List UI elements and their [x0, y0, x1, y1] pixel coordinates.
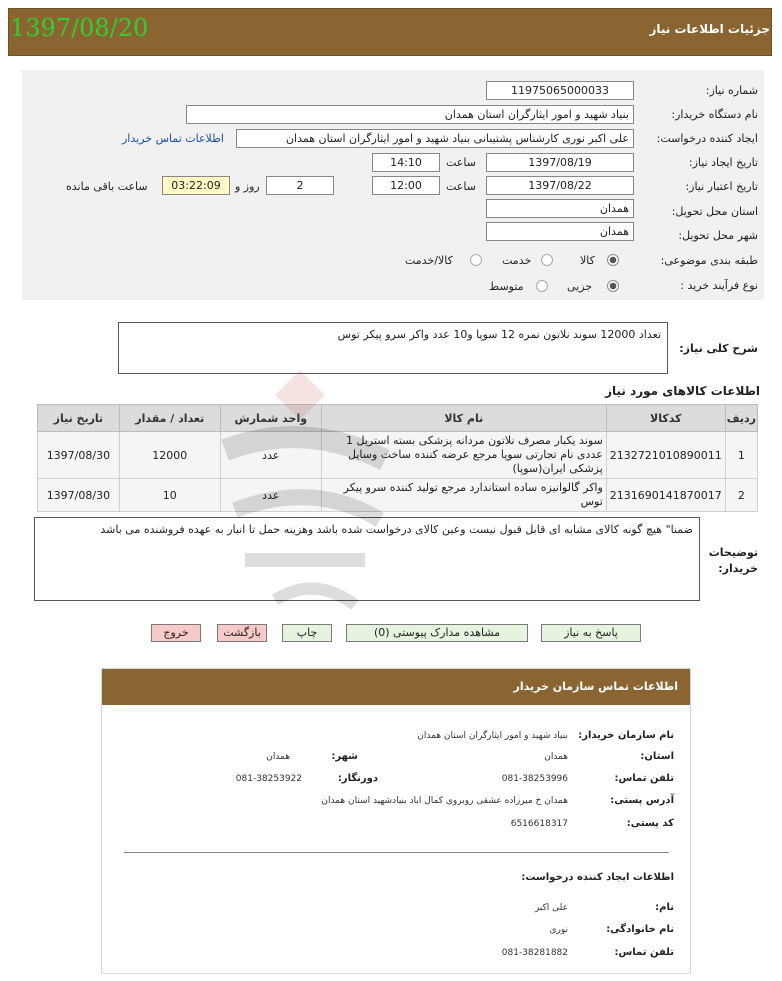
creator-phone-label: تلفن تماس:	[614, 947, 674, 958]
process-label: نوع فرآیند خرید :	[680, 279, 758, 292]
buyer-notes-label: توضیحات خریدار:	[708, 546, 758, 575]
col-name: نام کالا	[321, 405, 606, 432]
col-date: تاریخ نیاز	[38, 405, 120, 432]
buyer-contact-link[interactable]: اطلاعات تماس خریدار	[122, 132, 224, 145]
created-time-label: ساعت	[446, 156, 476, 169]
cell-name: سوند یکبار مصرف نلاتون مردانه پزشکی بسته استریل 1 عددی نام تجارتی سوپا مرجع عرضه کننده ساخت وسایل پزشکی ایران(سوپا)	[321, 432, 606, 479]
cell-date: 1397/08/30	[38, 479, 120, 512]
category-option-goods-service: کالا/خدمت	[405, 254, 453, 267]
cell-qty: 10	[119, 479, 220, 512]
creator-first-value: علی اکبر	[534, 903, 568, 913]
summary-textarea[interactable]: تعداد 12000 سوند نلاتون نمره 12 سوپا و10 عدد واکر سرو پیکر توس	[118, 322, 668, 374]
valid-date-field[interactable]: 1397/08/22	[486, 176, 634, 195]
page-title: جزئیات اطلاعات نیاز	[649, 22, 770, 36]
category-label: طبقه بندی موضوعی:	[660, 254, 758, 267]
days-label: روز و	[235, 180, 260, 193]
buyer-org-label: نام دستگاه خریدار:	[671, 108, 758, 121]
contact-phone-label: تلفن تماس:	[614, 773, 674, 784]
delivery-province-field[interactable]: همدان	[486, 199, 634, 218]
days-remaining-field[interactable]: 2	[266, 176, 334, 195]
cell-unit: عدد	[220, 432, 321, 479]
contact-postal-label: کد پستی:	[626, 818, 674, 829]
valid-date-label: تاریخ اعتبار نیاز:	[685, 180, 758, 193]
creator-section-title: اطلاعات ایجاد کننده درخواست:	[521, 872, 674, 883]
cell-unit: عدد	[220, 479, 321, 512]
cell-qty: 12000	[119, 432, 220, 479]
creator-phone-value: 081-38281882	[501, 948, 568, 958]
contact-city-value: همدان	[266, 752, 290, 762]
back-button[interactable]: بازگشت	[217, 624, 267, 642]
exit-button[interactable]: خروج	[151, 624, 201, 642]
cell-name: واکر گالوانیزه ساده استاندارد مرجع تولید کننده سرو پیکر توس	[321, 479, 606, 512]
cell-row: 2	[725, 479, 757, 512]
process-option-medium: متوسط	[489, 280, 524, 293]
creator-last-value: نوری	[549, 925, 568, 935]
contact-address-label: آدرس پستی:	[610, 795, 674, 806]
process-radio-medium[interactable]	[536, 280, 548, 292]
valid-time-label: ساعت	[446, 180, 476, 193]
created-date-field[interactable]: 1397/08/19	[486, 153, 634, 172]
requester-label: ایجاد کننده درخواست:	[656, 132, 758, 145]
created-date-label: تاریخ ایجاد نیاز:	[688, 156, 758, 169]
contact-province-label: استان:	[640, 751, 674, 762]
col-row: ردیف	[725, 405, 757, 432]
process-option-minor: جزیی	[567, 280, 593, 293]
print-button[interactable]: چاپ	[282, 624, 332, 642]
cell-row: 1	[725, 432, 757, 479]
need-number-field[interactable]: 11975065000033	[486, 81, 634, 100]
contact-org-label: نام سازمان خریدار:	[578, 730, 674, 741]
creator-last-label: نام خانوادگی:	[606, 924, 674, 935]
contact-fax-value: 081-38253922	[235, 774, 302, 784]
col-code: کدکالا	[606, 405, 725, 432]
time-remaining-label: ساعت باقی مانده	[66, 180, 148, 193]
contact-divider	[124, 852, 669, 853]
category-option-goods: کالا	[580, 254, 595, 267]
items-section-title: اطلاعات کالاهای مورد نیاز	[605, 384, 760, 398]
table-row[interactable]	[38, 479, 758, 512]
category-option-service: خدمت	[502, 254, 532, 267]
summary-label: شرح کلی نیاز:	[679, 342, 758, 355]
contact-province-value: همدان	[544, 752, 568, 762]
table-row[interactable]	[38, 432, 758, 479]
respond-button[interactable]: پاسخ به نیاز	[541, 624, 641, 642]
items-header-row	[38, 405, 758, 432]
col-unit: واحد شمارش	[220, 405, 321, 432]
category-radio-service[interactable]	[541, 254, 553, 266]
buyer-contact-card	[101, 668, 691, 974]
process-radio-minor[interactable]	[607, 280, 619, 292]
col-qty: تعداد / مقدار	[119, 405, 220, 432]
category-radio-goods[interactable]	[607, 254, 619, 266]
contact-org-value: بنیاد شهید و امور ایثارگران استان همدان	[417, 731, 568, 741]
delivery-city-label: شهر محل تحویل:	[678, 229, 758, 242]
contact-postal-value: 6516618317	[510, 819, 568, 829]
delivery-city-field[interactable]: همدان	[486, 222, 634, 241]
cell-code: 2131690141870017	[606, 479, 725, 512]
buyer-org-field[interactable]: بنیاد شهید و امور ایثارگران استان همدان	[186, 105, 634, 124]
delivery-province-label: استان محل تحویل:	[671, 205, 758, 218]
need-number-label: شماره نیاز:	[705, 84, 758, 97]
cell-date: 1397/08/30	[38, 432, 120, 479]
contact-address-value: همدان خ میرزاده عشقی روبروی کمال اباد بنیادشهید استان همدان	[321, 796, 568, 806]
time-remaining-field: 03:22:09	[162, 176, 230, 195]
created-time-field[interactable]: 14:10	[372, 153, 440, 172]
creator-first-label: نام:	[655, 902, 674, 913]
cell-code: 2132721010890011	[606, 432, 725, 479]
contact-fax-label: دورنگار:	[337, 773, 378, 784]
attachments-button[interactable]: مشاهده مدارک پیوستی (0)	[346, 624, 528, 642]
contact-phone-value: 081-38253996	[501, 774, 568, 784]
contact-title: اطلاعات تماس سازمان خریدار	[513, 680, 678, 693]
contact-city-label: شهر:	[331, 751, 358, 762]
items-table	[37, 404, 758, 512]
category-radio-goods-service[interactable]	[470, 254, 482, 266]
valid-time-field[interactable]: 12:00	[372, 176, 440, 195]
buyer-notes-textarea[interactable]: ضمنا" هیچ گونه کالای مشابه ای قابل قبول نیست وعین کالای درخواست شده باشد وهزینه حمل تا انبار به عهده فروشنده می باشد	[34, 517, 700, 601]
date-stamp: 1397/08/20	[10, 14, 149, 42]
requester-field[interactable]: علی اکبر نوری کارشناس پشتیبانی بنیاد شهید و امور ایثارگران استان همدان	[236, 129, 634, 148]
